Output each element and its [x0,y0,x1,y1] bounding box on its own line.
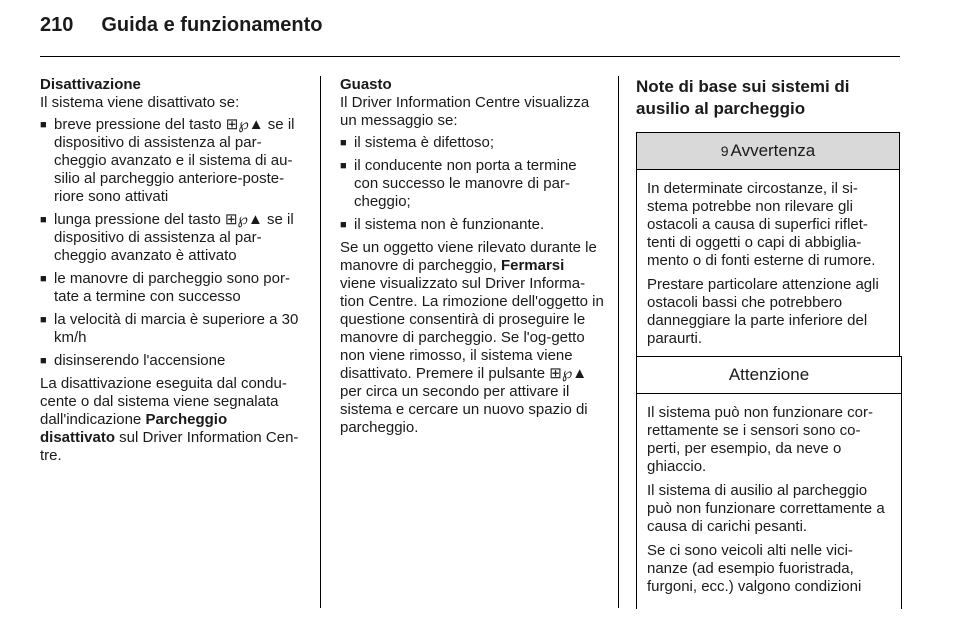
warning-paragraph: In determinate circostanze, il si-stema potrebbe non rilevare gli ostacoli a causa di superfici riflet-tenti di oggetti o capi di abbiglia-mento o di fonti esterne di rumore. [647,180,876,269]
column-fault [340,76,604,437]
attention-body [637,394,901,608]
section-heading: Disattivazione [40,76,141,93]
list-item: ■ la velocità di marcia è superiore a 30 km/h [40,311,302,347]
attention-label: Attenzione [728,365,810,384]
page-number: 210 [40,14,74,36]
attention-paragraph: Se ci sono veicoli alti nelle vici-nanze (ad esempio fuoristrada, furgoni, ecc.) valgono condizioni [647,542,862,595]
text-span: sul Driver Information Cen-tre. [40,429,299,464]
attention-box [636,356,902,609]
warning-box [636,132,900,361]
bullet-list [340,134,604,234]
list-item: ■ breve pressione del tasto ⊞℘▲ se il dispositivo di assistenza al par-cheggio avanzato e il sistema di au-silio al parcheggio anteriore-poste-riore sono attivati [40,116,302,206]
warning-body [637,170,899,360]
section-heading: Guasto [340,76,392,93]
bold-term: Parcheggio disattivato [40,411,228,446]
section-intro: Il sistema viene disattivato se: [40,94,240,111]
attention-paragraph: Il sistema di ausilio al parcheggio può non funzionare correttamente a causa di carichi pesanti. [647,482,885,535]
page-title: Guida e funzionamento [101,14,323,36]
list-item: ■ lunga pressione del tasto ⊞℘▲ se il dispositivo di assistenza al par-cheggio avanzato è attivato [40,211,302,265]
text-span: Se un oggetto viene rilevato durante le manovre di parcheggio, [340,239,597,274]
list-item: ■ le manovre di parcheggio sono por-tate a termine con successo [40,270,302,306]
text-span: La disattivazione eseguita dal condu-cente o dal sistema viene segnalata dall'indicazione [40,375,287,428]
warning-label: Avvertenza [730,141,816,160]
column-divider [320,76,321,608]
column-divider [618,76,619,608]
list-item: ■ il sistema è difettoso; [340,134,604,152]
list-item: ■ disinserendo l'accensione [40,352,302,370]
list-item: ■ il conducente non porta a termine con successo le manovre di par-cheggio; [340,157,604,211]
body-paragraph [340,239,604,437]
column-notes [636,76,900,361]
bold-term: Fermarsi [500,257,565,274]
bullet-list [40,116,302,370]
section-title: Note di base sui sistemi di ausilio al parcheggio [636,77,850,118]
list-item: ■ il sistema non è funzionante. [340,216,604,234]
body-paragraph [40,375,302,465]
warning-icon: 9 [720,143,729,159]
attention-header [637,357,901,394]
column-deactivation [40,76,302,465]
warning-paragraph: Prestare particolare attenzione agli ostacoli bassi che potrebbero danneggiare la parte inferiore del paraurti. [647,276,879,347]
section-intro: Il Driver Information Centre visualizza un messaggio se: [340,94,590,129]
warning-header [637,133,899,170]
page-header [40,14,323,48]
text-span: viene visualizzato sul Driver Informa-tion Centre. La rimozione dell'oggetto in questione consentirà di proseguire le manovre di parcheggio. Se l'og-getto non viene rimosso, il sistema viene disattivato. Premere il pulsante ⊞℘▲ per circa un secondo per attivare il sistema e cercare un nuovo spazio di parcheggio. [340,275,604,436]
header-rule [40,56,900,57]
attention-paragraph: Il sistema può non funzionare cor-rettamente se i sensori sono co-perti, per esempio, da neve o ghiaccio. [647,404,873,475]
